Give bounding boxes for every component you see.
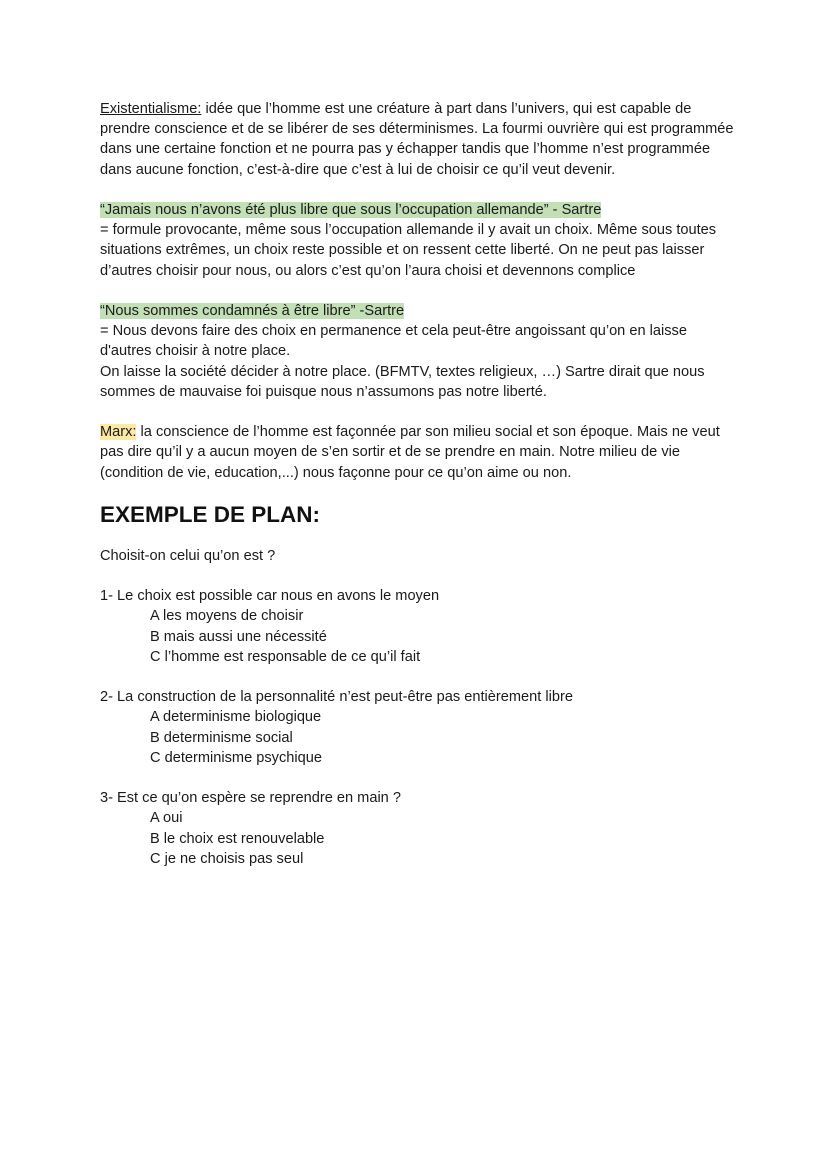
marx-paragraph	[100, 422, 740, 483]
plan-part-3-item-c: C je ne choisis pas seul	[150, 850, 304, 867]
spacer	[100, 667, 740, 687]
plan-part-3-title: 3- Est ce qu’on espère se reprendre en main ?	[100, 790, 401, 807]
quote2-quote: “Nous sommes condamnés à être libre” -Sartre	[100, 303, 405, 319]
plan-part-1-item-c: C l’homme est responsable de ce qu’il fait	[150, 648, 421, 665]
plan-part-3-item-b: B le choix est renouvelable	[150, 830, 325, 847]
quote1-paragraph	[100, 200, 740, 220]
plan-part-2-title: 2- La construction de la personnalité n’est peut-être pas entièrement libre	[100, 689, 573, 706]
quote1-explanation: = formule provocante, même sous l’occupation allemande il y avait un choix. Même sous toutes situations extrêmes, un choix reste possible et on ressent cette liberté. On ne peut pas laisser d’autres choisir pour nous, ou alors c’est qu’on l’aura choisi et devennons complice	[100, 222, 717, 279]
plan-part-1-item-a: A les moyens de choisir	[150, 608, 304, 625]
plan-part-3-item-a: A oui	[150, 810, 183, 827]
marx-text: la conscience de l’homme est façonnée par son milieu social et son époque. Mais ne veut pas dire qu’il y a aucun moyen de s’en sortir et de se prendre en main. Notre milieu de vie (condition de vie, education,...) nous façonne pour ce qu’on aime ou non.	[100, 424, 720, 481]
document-page	[100, 99, 740, 869]
plan-question: Choisit-on celui qu’on est ?	[100, 547, 276, 564]
quote2-explanation-2: On laisse la société décider à notre place. (BFMTV, textes religieux, …) Sartre dirait que nous sommes de mauvaise foi puisque nous n’assumons pas notre liberté.	[100, 363, 705, 400]
spacer	[100, 402, 740, 422]
plan-part-1-item-b: B mais aussi une nécessité	[150, 628, 327, 645]
spacer	[100, 768, 740, 788]
quote2-paragraph	[100, 301, 740, 321]
spacer	[100, 281, 740, 301]
plan-part-2-item-b: B determinisme social	[150, 729, 293, 746]
plan-part-1-title: 1- Le choix est possible car nous en avons le moyen	[100, 588, 440, 605]
spacer	[100, 566, 740, 586]
quote2-explanation-1: = Nous devons faire des choix en permanence et cela peut-être angoissant qu’on en laisse d'autres choisir à notre place.	[100, 323, 687, 360]
plan-part-2-item-c: C determinisme psychique	[150, 749, 322, 766]
existentialisme-term: Existentialisme:	[100, 101, 202, 117]
plan-heading: EXEMPLE DE PLAN:	[100, 501, 321, 527]
plan-part-2-item-a: A determinisme biologique	[150, 709, 322, 726]
marx-term: Marx:	[100, 424, 137, 441]
spacer	[100, 180, 740, 200]
quote1-quote: “Jamais nous n’avons été plus libre que sous l’occupation allemande” - Sartre	[100, 202, 602, 218]
existentialisme-text: idée que l’homme est une créature à part dans l’univers, qui est capable de prendre conscience et de se libérer de ses déterminismes. La fourmi ouvrière qui est programmée dans une certaine fonction et ne pourra pas y échapper tandis que l’homme n’est programmée dans aucune fonction, c’est-à-dire que c’est à lui de choisir ce qu’il veut devenir.	[100, 101, 734, 178]
existentialisme-paragraph	[100, 99, 740, 180]
